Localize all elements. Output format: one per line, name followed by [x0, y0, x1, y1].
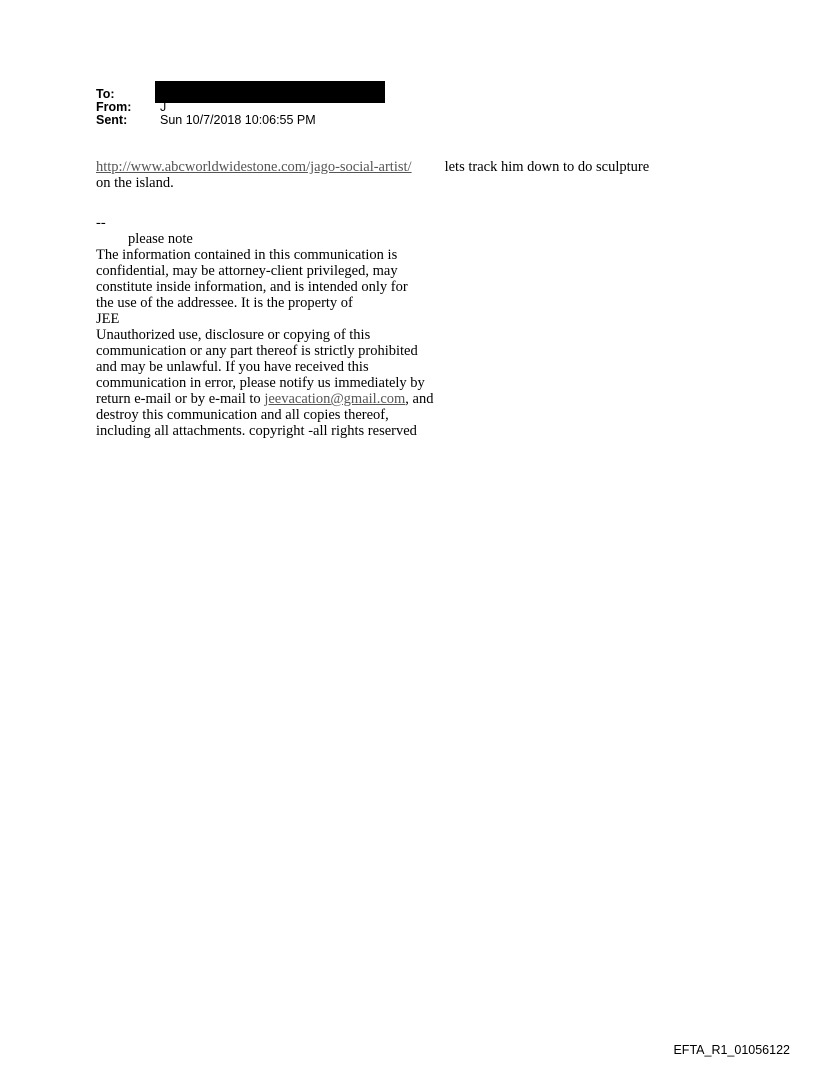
message-line-1 — [96, 159, 716, 175]
disclaimer-line: Unauthorized use, disclosure or copying of this — [96, 327, 371, 343]
disclaimer-line: destroy this communication and all copies thereof, — [96, 407, 389, 423]
artist-link[interactable]: http://www.abcworldwidestone.com/jago-social-artist/ — [96, 159, 412, 175]
email-line-prefix: return e-mail or by e-mail to — [96, 391, 265, 407]
please-note: please note — [128, 231, 193, 247]
email-line-suffix: , and — [405, 391, 434, 407]
disclaimer-line: and may be unlawful. If you have received this — [96, 359, 369, 375]
redaction-box — [155, 81, 385, 103]
disclaimer-line: communication or any part thereof is strictly prohibited — [96, 343, 418, 359]
disclaimer-line: communication in error, please notify us immediately by — [96, 375, 425, 391]
sent-value: Sun 10/7/2018 10:06:55 PM — [160, 113, 316, 127]
email-link[interactable]: jeevacation@gmail.com — [264, 391, 406, 407]
disclaimer-line: confidential, may be attorney-client privileged, may — [96, 263, 398, 279]
disclaimer-line: constitute inside information, and is intended only for — [96, 279, 408, 295]
from-label: From: — [96, 100, 132, 114]
from-value: J — [160, 100, 167, 114]
signature-separator: -- — [96, 215, 106, 231]
disclaimer-line: JEE — [96, 311, 120, 327]
message-text: lets track him down to do sculpture — [444, 159, 650, 175]
disclaimer-line: The information contained in this communication is — [96, 247, 398, 263]
message-line-2: on the island. — [96, 175, 174, 191]
document-id: EFTA_R1_01056122 — [673, 1043, 790, 1057]
to-label: To: — [96, 87, 115, 101]
paragraph-spacer — [96, 191, 716, 215]
sent-label: Sent: — [96, 113, 128, 127]
disclaimer-line: including all attachments. copyright -all rights reserved — [96, 423, 417, 439]
disclaimer-email-line — [96, 391, 716, 407]
disclaimer-line: the use of the addressee. It is the property of — [96, 295, 353, 311]
email-body — [96, 159, 716, 439]
